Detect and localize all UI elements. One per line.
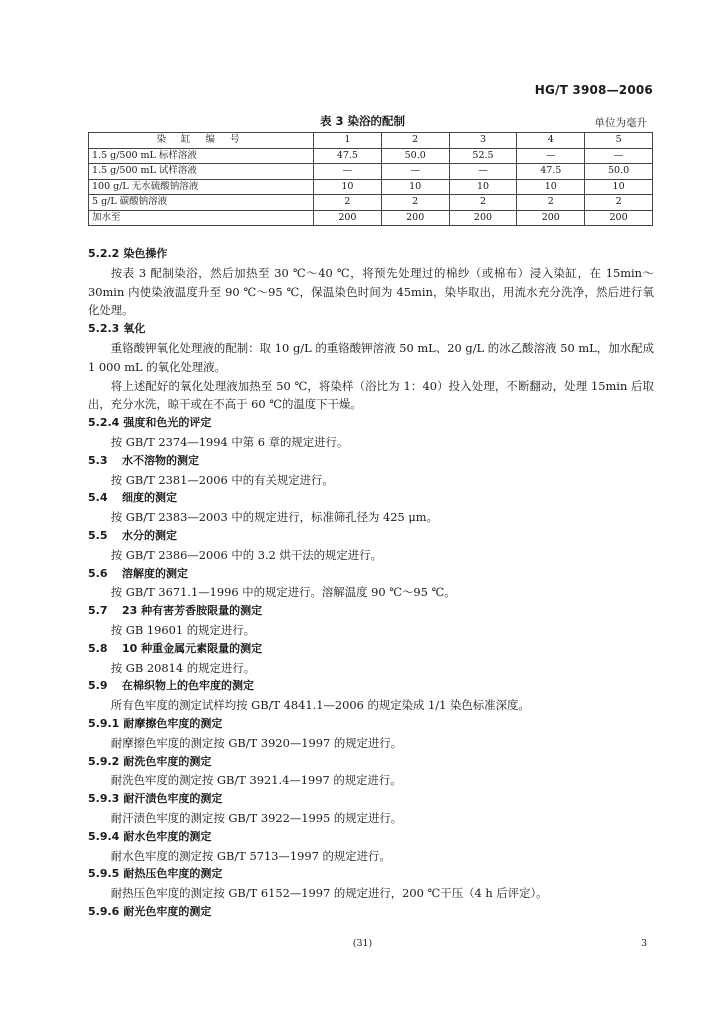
section-title: 10 种重金属元素限量的测定 <box>122 641 263 655</box>
table-row <box>89 195 653 211</box>
paragraph: 按 GB/T 2381—2006 中的有关规定进行。 <box>110 472 334 487</box>
paragraph: 耐摩擦色牢度的测定按 GB/T 3920—1997 的规定进行。 <box>110 735 403 750</box>
section-number: 5.3 <box>88 453 108 467</box>
paragraph: 耐热压色牢度的测定按 GB/T 6152—1997 的规定进行，200 ℃干压（4 h 后评定）。 <box>110 886 548 901</box>
section-title: 耐洗色牢度的测定 <box>123 754 212 768</box>
section-number: 5.6 <box>88 566 108 580</box>
table-unit: 单位为毫升 <box>594 117 647 129</box>
table-row-label: 5 g/L 碳酸钠溶液 <box>89 195 314 211</box>
dye-bath-table <box>88 132 653 226</box>
paragraph: 耐水色牢度的测定按 GB/T 5713—1997 的规定进行。 <box>110 848 391 863</box>
table-cell: — <box>381 164 449 180</box>
paragraph: 所有色牢度的测定试样均按 GB/T 4841.1—2006 的规定染成 1/1 染色标准深度。 <box>110 698 530 713</box>
section-title: 染色操作 <box>123 247 168 260</box>
section-title: 耐摩擦色牢度的测定 <box>123 716 223 730</box>
table-cell: 10 <box>517 179 585 195</box>
table-header-cell: 2 <box>381 133 449 149</box>
table-cell: 2 <box>449 195 517 211</box>
table-cell: 50.0 <box>381 148 449 164</box>
section-title: 耐水色牢度的测定 <box>123 829 212 843</box>
section-title: 耐热压色牢度的测定 <box>123 867 223 881</box>
section-number: 5.9.2 <box>88 754 120 768</box>
paragraph: 按 GB 20814 的规定进行。 <box>110 660 256 675</box>
section-number: 5.9.4 <box>88 829 120 843</box>
table-row <box>89 148 653 164</box>
table-cell: 10 <box>381 179 449 195</box>
section-number: 5.9.3 <box>88 792 120 806</box>
table-row-label: 1.5 g/500 mL 试样溶液 <box>89 164 314 180</box>
table-cell: 200 <box>585 210 653 226</box>
table-header-cell: 3 <box>449 133 517 149</box>
section-heading <box>88 903 654 922</box>
section-heading <box>88 320 654 339</box>
table-header-label: 染 缸 编 号 <box>89 133 314 149</box>
section-number: 5.2.2 <box>88 247 120 260</box>
table-header-cell: 4 <box>517 133 585 149</box>
section-heading <box>88 245 654 264</box>
section-heading <box>88 602 654 621</box>
table-cell: 2 <box>585 195 653 211</box>
section-number: 5.2.4 <box>88 416 120 430</box>
section-number: 5.9 <box>88 679 108 693</box>
section-heading <box>88 527 654 546</box>
table-header-row <box>89 133 653 149</box>
table-cell: 47.5 <box>314 148 382 164</box>
table-cell: — <box>517 148 585 164</box>
section-title: 耐光色牢度的测定 <box>123 904 212 918</box>
table-cell: 2 <box>314 195 382 211</box>
paragraph: 按 GB/T 2383—2003 中的规定进行，标准筛孔径为 425 μm。 <box>110 510 438 525</box>
paragraph: 重铬酸钾氧化处理液的配制：取 10 g/L 的重铬酸钾溶液 50 mL、20 g/L 的冰乙酸溶液 50 mL，加水配成 1 000 mL 的氧化处理液。 <box>88 340 654 374</box>
section-heading <box>88 565 654 584</box>
section-heading <box>88 414 654 433</box>
paragraph: 耐洗色牢度的测定按 GB/T 3921.4—1997 的规定进行。 <box>110 773 402 788</box>
table-row-label: 1.5 g/500 mL 标样溶液 <box>89 148 314 164</box>
table-cell: — <box>314 164 382 180</box>
section-number: 5.5 <box>88 528 108 542</box>
section-heading <box>88 640 654 659</box>
section-heading <box>88 865 654 884</box>
section-title: 细度的测定 <box>122 491 177 505</box>
section-title: 耐汗渍色牢度的测定 <box>123 792 223 806</box>
table-header-cell: 1 <box>314 133 382 149</box>
table-row-label: 加水至 <box>89 210 314 226</box>
table-cell: 50.0 <box>585 164 653 180</box>
table-cell: — <box>449 164 517 180</box>
section-number: 5.7 <box>88 604 108 618</box>
paragraph: 耐汗渍色牢度的测定按 GB/T 3922—1995 的规定进行。 <box>110 810 403 825</box>
section-title: 水不溶物的测定 <box>122 453 199 467</box>
section-title: 水分的测定 <box>122 528 177 542</box>
section-heading <box>88 715 654 734</box>
section-title: 强度和色光的评定 <box>123 416 212 430</box>
section-heading <box>88 828 654 847</box>
paragraph: 按 GB 19601 的规定进行。 <box>110 622 256 637</box>
section-title: 在棉织物上的色牢度的测定 <box>122 679 254 693</box>
table-caption: 表 3 染浴的配制 <box>319 114 405 128</box>
paragraph: 按 GB/T 2386—2006 中的 3.2 烘干法的规定进行。 <box>110 547 382 562</box>
section-number: 5.9.1 <box>88 716 120 730</box>
section-heading <box>88 790 654 809</box>
paragraph: 将上述配好的氧化处理液加热至 50 ℃，将染样（浴比为 1：40）投入处理，不断翻动，处理 15min 后取出，充分水洗，晾干或在不高于 60 ℃的温度下干燥。 <box>88 378 654 412</box>
table-cell: 200 <box>314 210 382 226</box>
standard-code: HG/T 3908—2006 <box>534 83 653 97</box>
table-cell: 10 <box>585 179 653 195</box>
table-cell: 2 <box>517 195 585 211</box>
table-cell: 10 <box>449 179 517 195</box>
table-cell: 2 <box>381 195 449 211</box>
table-row <box>89 210 653 226</box>
section-heading <box>88 753 654 772</box>
section-number: 5.9.6 <box>88 904 120 918</box>
section-title: 23 种有害芳香胺限量的测定 <box>122 604 263 618</box>
page-footer-center: (31) <box>352 938 373 949</box>
paragraph: 按 GB/T 2374—1994 中第 6 章的规定进行。 <box>110 434 349 449</box>
section-title: 溶解度的测定 <box>122 566 188 580</box>
section-number: 5.9.5 <box>88 867 120 881</box>
document-body <box>88 245 654 922</box>
section-number: 5.4 <box>88 491 108 505</box>
table-cell: 200 <box>449 210 517 226</box>
page-number: 3 <box>640 938 647 949</box>
section-heading <box>88 452 654 471</box>
section-heading <box>88 489 654 508</box>
table-cell: 200 <box>517 210 585 226</box>
table-header-cell: 5 <box>585 133 653 149</box>
table-row-label: 100 g/L 无水硫酸钠溶液 <box>89 179 314 195</box>
paragraph: 按表 3 配制染浴，然后加热至 30 ℃～40 ℃，将预先处理过的棉纱（或棉布）浸入染缸，在 15min～30min 内使染液温度升至 90 ℃～95 ℃，保温染色时间为 45min，染毕取出，用流水充分洗净，然后进行氧化处理。 <box>88 265 654 318</box>
table-row <box>89 179 653 195</box>
table-cell: 52.5 <box>449 148 517 164</box>
section-title: 氧化 <box>123 322 146 336</box>
table-cell: 47.5 <box>517 164 585 180</box>
section-number: 5.2.3 <box>88 322 120 336</box>
section-number: 5.8 <box>88 641 108 655</box>
paragraph: 按 GB/T 3671.1—1996 中的规定进行。溶解温度 90 ℃～95 ℃。 <box>110 585 456 600</box>
table-row <box>89 164 653 180</box>
table-cell: — <box>585 148 653 164</box>
table-cell: 10 <box>314 179 382 195</box>
table-cell: 200 <box>381 210 449 226</box>
section-heading <box>88 677 654 696</box>
